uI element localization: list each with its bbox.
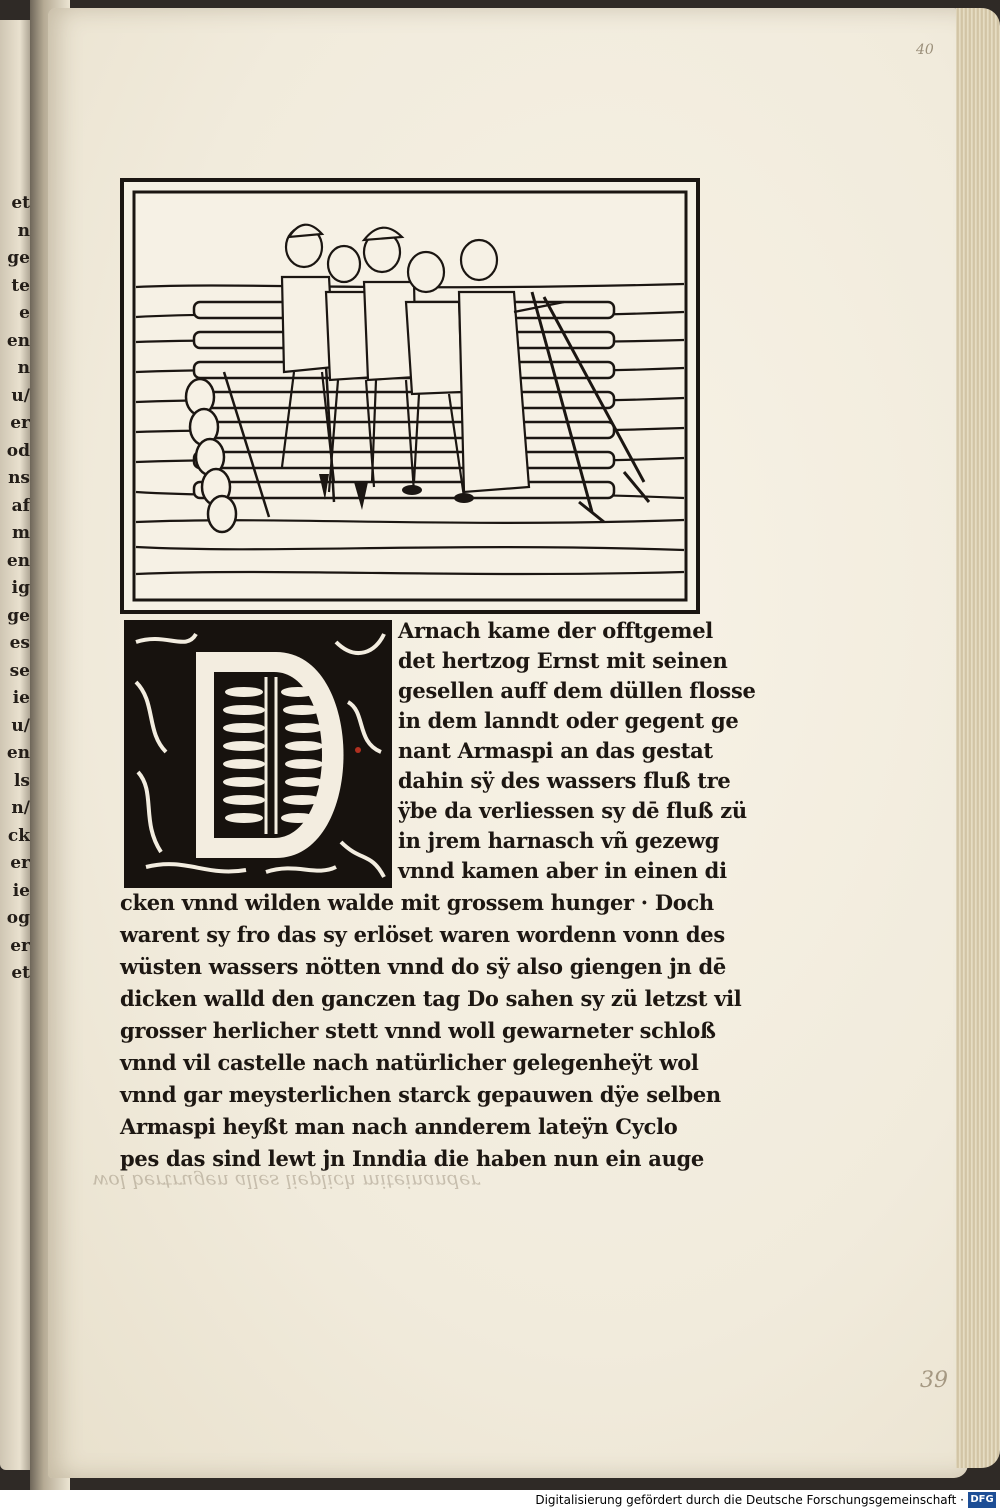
facing-page-fragment: er (10, 935, 30, 956)
text-line-5: nant Armaspi an das gestat (398, 738, 713, 763)
facing-page-text (0, 190, 30, 988)
facing-page-fragment: ie (12, 688, 30, 708)
text-line-4: in dem lanndt oder gegent ge (398, 708, 739, 733)
footer-credit: Digitalisierung gefördert durch die Deutsche Forschungsgemeinschaft · (535, 1493, 964, 1507)
facing-page-fragment: ge (7, 605, 30, 626)
text-line-10: cken vnnd wilden walde mit grossem hunger · Doch (120, 890, 714, 915)
text-line-18: pes das sind lewt jn Inndia die haben nun ein auge (120, 1146, 704, 1171)
facing-page-fragment: u/ (11, 385, 30, 406)
facing-page-fragment: af (11, 495, 30, 516)
facing-page-fragment: ck (7, 825, 30, 846)
facing-page-fragment: n (17, 358, 30, 378)
facing-page-fragment: en (6, 743, 30, 763)
facing-page-fragment: ig (11, 578, 30, 598)
text-line-7: ÿbe da verliessen sy dē fluß zü (398, 798, 747, 823)
text-line-9: vnnd kamen aber in einen di (398, 858, 727, 883)
facing-page-fragment: en (6, 330, 30, 351)
text-line-12: wüsten wassers nötten vnnd do sÿ also giengen jn dē (120, 954, 726, 979)
facing-page-fragment: te (11, 275, 30, 296)
text-line-1: Arnach kame der offtgemel (398, 618, 713, 643)
facing-page-fragment: er (10, 413, 30, 433)
text-line-15: vnnd vil castelle nach natürlicher gelegenheÿt wol (120, 1050, 699, 1075)
facing-page-fragment: n/ (11, 798, 30, 818)
decorated-initial (124, 620, 392, 888)
facing-page-fragment: od (6, 440, 30, 461)
facing-page-fragment: m (12, 523, 30, 543)
text-line-17: Armaspi heyßt man nach annderem lateÿn Cyclo (120, 1114, 678, 1139)
facing-page-fragment: es (9, 633, 30, 653)
facing-page-fragment: ie (12, 880, 30, 901)
text-line-13: dicken walld den ganczen tag Do sahen sy zü letzst vil (120, 986, 742, 1011)
woodcut-drawing (124, 182, 696, 610)
facing-page-fragment: et (11, 963, 30, 983)
text-line-14: grosser herlicher stett vnnd woll gewarneter schloß (120, 1018, 716, 1043)
facing-page-fragment: og (6, 908, 30, 928)
facing-page-fragment: ns (8, 468, 30, 488)
text-line-8: in jrem harnasch vñ gezewg (398, 828, 720, 853)
initial-letter-art (126, 622, 390, 886)
text-line-11: warent sy fro das sy erlöset waren wordenn vonn des (120, 922, 725, 947)
facing-page-fragment: e (19, 303, 30, 323)
facing-page-fragment: u/ (11, 715, 30, 736)
facing-page-fragment: ls (13, 770, 30, 791)
text-line-2: det hertzog Ernst mit seinen (398, 648, 728, 673)
signature-mark: 39 (920, 1368, 948, 1393)
folio-number: 40 (916, 42, 934, 58)
dfg-logo: DFG (968, 1492, 996, 1508)
bleed-through-text: wol bertrugen alles lieplich miteinander (92, 1170, 480, 1192)
facing-page-fragment: et (11, 193, 30, 213)
facing-page-fragment: ge (7, 248, 30, 268)
text-line-16: vnnd gar meysterlichen starck gepauwen dÿe selben (120, 1082, 721, 1107)
facing-page-fragment: se (9, 660, 30, 681)
text-line-3: gesellen auff dem düllen flosse (398, 678, 756, 703)
footer-bar (0, 1490, 1000, 1511)
facing-page-fragment: er (10, 853, 30, 873)
facing-page-fragment: n (17, 220, 30, 241)
woodcut-illustration (120, 178, 700, 614)
page-edges (956, 8, 1000, 1468)
text-line-6: dahin sÿ des wassers fluß tre (398, 768, 731, 793)
facing-page-fragment: en (6, 550, 30, 571)
